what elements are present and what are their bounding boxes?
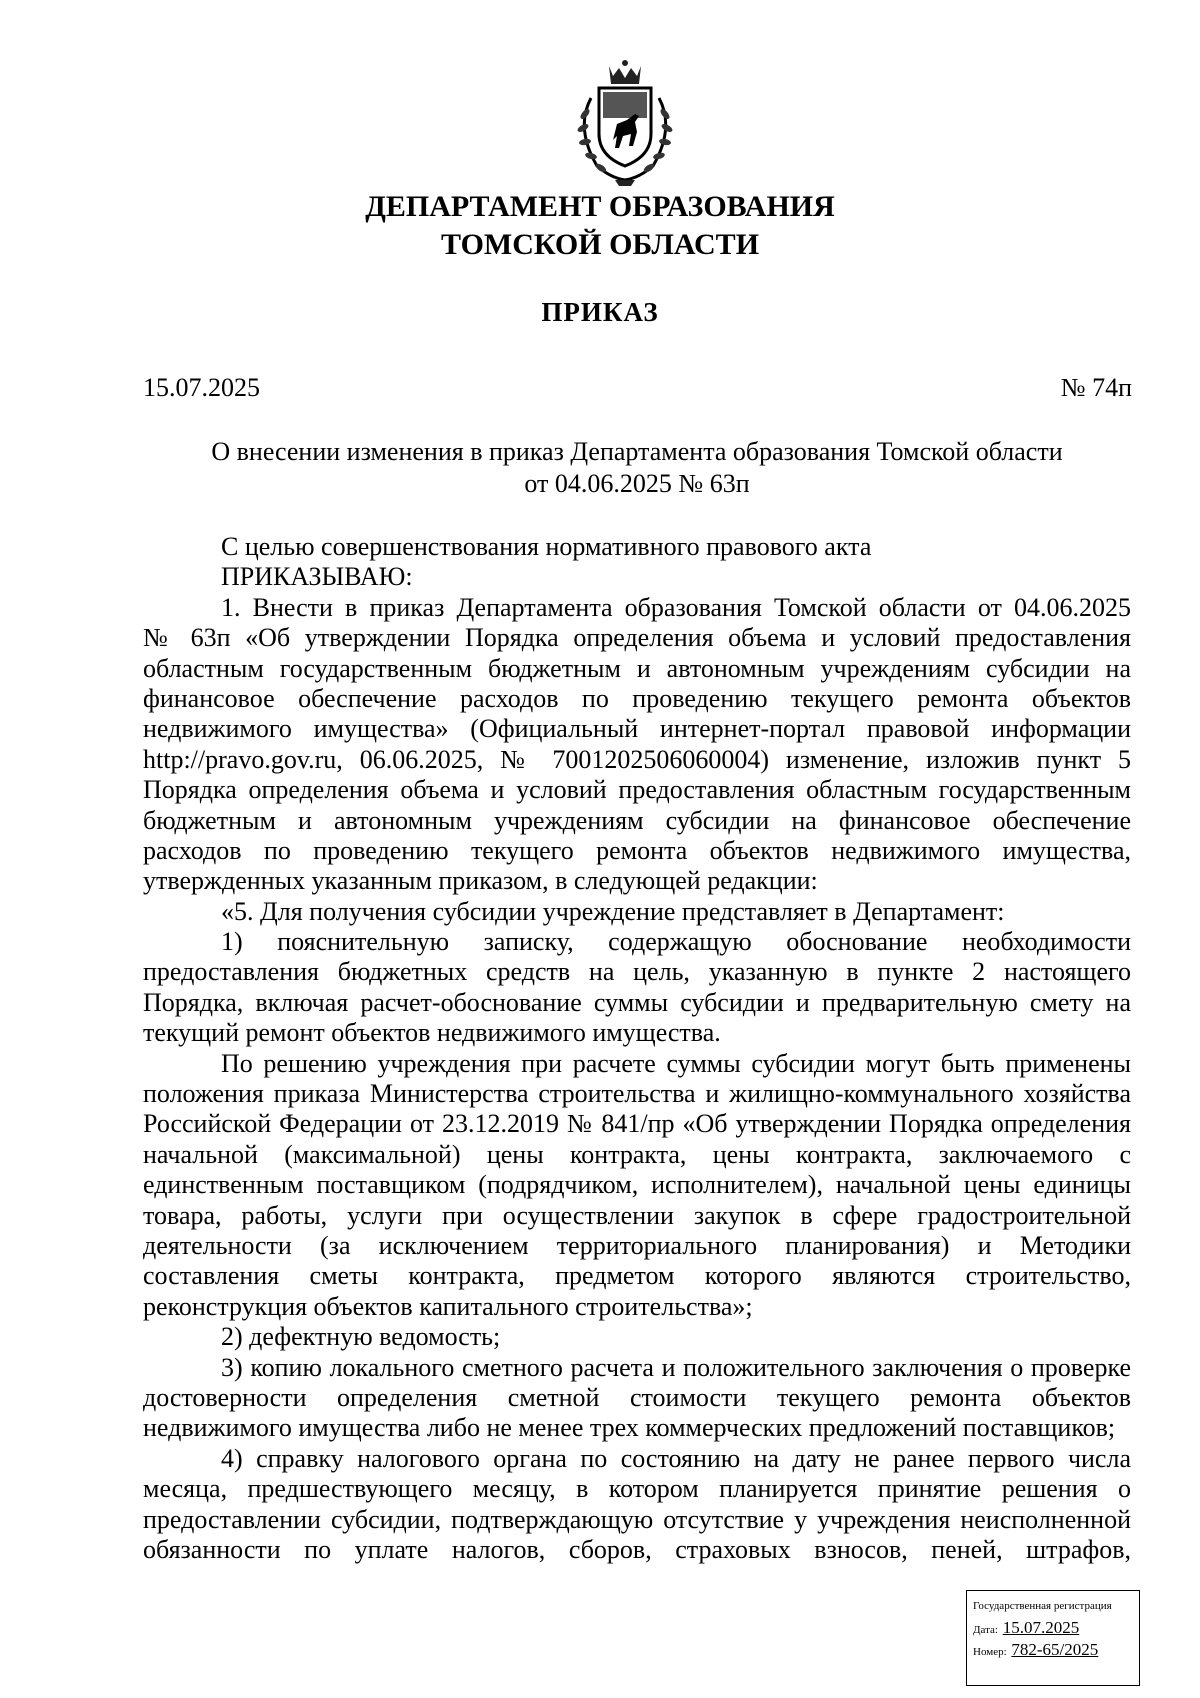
body-line: месяца, предшествующего месяцу, в котором планируется принятие решения о xyxy=(143,1474,1131,1504)
body-line: предоставлении субсидии, подтверждающую отсутствие у учреждения неисполненной xyxy=(143,1504,1131,1534)
order-title xyxy=(143,436,1131,500)
body-line: предоставления бюджетных средств на цель, указанную в пункте 2 настоящего xyxy=(143,957,1131,987)
stamp-date-value: 15.07.2025 xyxy=(1002,1618,1080,1637)
body-line: Порядка определения объема и условий предоставления областным государственным xyxy=(143,775,1131,805)
body-line: ПРИКАЗЫВАЮ: xyxy=(221,562,413,592)
body-line: финансовое обеспечение расходов по проведению текущего ремонта объектов xyxy=(143,683,1131,713)
document-type: ПРИКАЗ xyxy=(541,297,659,327)
body-line: положения приказа Министерства строительства и жилищно-коммунального хозяйства xyxy=(143,1079,1131,1109)
body-line: достоверности определения сметной стоимости текущего ремонта объектов xyxy=(143,1382,1131,1412)
coat-of-arms-icon xyxy=(561,58,689,190)
body-line: 2) дефектную ведомость; xyxy=(221,1322,501,1352)
body-line: 1) пояснительную записку, содержащую обоснование необходимости xyxy=(221,927,1131,957)
body-line: составления сметы контракта, предметом которого являются строительство, xyxy=(143,1261,1131,1291)
body-line: По решению учреждения при расчете суммы субсидии могут быть применены xyxy=(221,1048,1131,1078)
body-line: обязанности по уплате налогов, сборов, страховых взносов, пеней, штрафов, xyxy=(143,1534,1131,1564)
body-line: товара, работы, услуги при осуществлении закупок в сфере градостроительной xyxy=(143,1200,1131,1230)
body-line: расходов по проведению текущего ремонта объектов недвижимого имущества, xyxy=(143,835,1131,865)
body-line: № 63п «Об утверждении Порядка определения объема и условий предоставления xyxy=(143,623,1131,653)
body-line: бюджетным и автономным учреждениям субсидии на финансовое обеспечение xyxy=(143,805,1131,835)
body-line: утвержденных указанным приказом, в следующей редакции: xyxy=(143,866,818,896)
body-line: http://pravo.gov.ru, 06.06.2025, № 7001202506060004) изменение, изложив пункт 5 xyxy=(143,744,1131,774)
body-line: Российской Федерации от 23.12.2019 № 841/пр «Об утверждении Порядка определения xyxy=(143,1109,1131,1139)
stamp-date-label: Дата: xyxy=(973,1624,998,1636)
stamp-number-label: Номер: xyxy=(973,1646,1007,1658)
order-date: 15.07.2025 xyxy=(143,373,260,402)
order-number: № 74п xyxy=(1060,373,1132,402)
body-line: начальной (максимальной) цены контракта, цены контракта, заключаемого с xyxy=(143,1139,1131,1169)
order-title-line1: О внесении изменения в приказ Департамента образования Томской области xyxy=(211,437,1063,466)
body-line: «5. Для получения субсидии учреждение представляет в Департамент: xyxy=(221,896,1005,926)
body-line: текущий ремонт объектов недвижимого имущества. xyxy=(143,1018,721,1048)
stamp-title: Государственная регистрация xyxy=(973,1600,1112,1612)
body-line: реконструкция объектов капитального строительства»; xyxy=(143,1291,753,1321)
body-line: 1. Внести в приказ Департамента образования Томской области от 04.06.2025 xyxy=(221,592,1131,622)
body-line: областным государственным бюджетным и автономным учреждениям субсидии на xyxy=(143,653,1131,683)
body-line: единственным поставщиком (подрядчиком, исполнителем), начальной цены единицы xyxy=(143,1170,1131,1200)
body-line: Порядка, включая расчет-обоснование суммы субсидии и предварительную смету на xyxy=(143,987,1131,1017)
stamp-number-value: 782-65/2025 xyxy=(1011,1640,1099,1659)
registration-stamp xyxy=(966,1590,1140,1686)
body-line: С целью совершенствования нормативного правового акта xyxy=(221,532,872,561)
body-line: деятельности (за исключением территориального планирования) и Методики xyxy=(143,1230,1131,1260)
body-line: недвижимого имущества либо не менее трех коммерческих предложений поставщиков; xyxy=(143,1413,1116,1443)
department-name-line1: ДЕПАРТАМЕНТ ОБРАЗОВАНИЯ xyxy=(365,190,835,223)
body-line: недвижимого имущества» (Официальный интернет-портал правовой информации xyxy=(143,714,1131,744)
department-name-line2: ТОМСКОЙ ОБЛАСТИ xyxy=(440,228,760,261)
order-body xyxy=(143,532,1131,1565)
body-line: 3) копию локального сметного расчета и положительного заключения о проверке xyxy=(221,1352,1131,1382)
order-title-line2: от 04.06.2025 № 63п xyxy=(524,469,750,498)
body-line: 4) справку налогового органа по состоянию на дату не ранее первого числа xyxy=(221,1443,1131,1473)
